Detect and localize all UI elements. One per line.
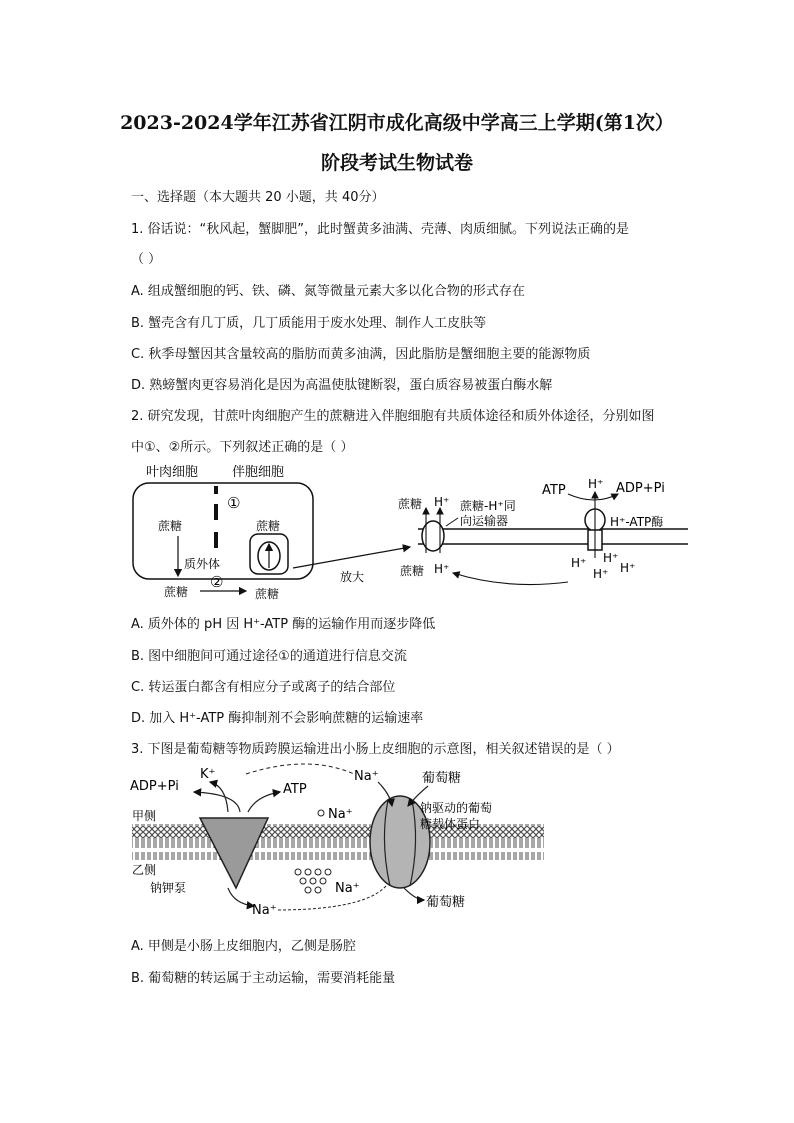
path2-label: ② <box>210 573 224 591</box>
na-ion-cluster <box>295 869 331 893</box>
cotransporter-icon <box>422 521 444 551</box>
sucrose-label: 蔗糖 <box>255 587 280 601</box>
h-plus-label: H⁺ <box>593 567 609 581</box>
h-plus-label: H⁺ <box>434 495 450 509</box>
q1-option-d: D. 熟螃蟹肉更容易消化是因为高温使肽键断裂，蛋白质容易被蛋白酶水解 <box>131 378 553 393</box>
q3-stem: 3. 下图是葡萄糖等物质跨膜运输进出小肠上皮细胞的示意图，相关叙述错误的是（ ） <box>131 742 620 757</box>
h-plus-label: H⁺ <box>588 477 604 491</box>
cotransporter-label: 蔗糖-H⁺同 <box>460 499 516 513</box>
glucose-label: 葡萄糖 <box>426 895 466 910</box>
h-plus-label: H⁺ <box>571 556 587 570</box>
section-heading: 一、选择题（本大题共 20 小题，共 40分） <box>131 190 385 205</box>
na-plus-label: Na⁺ <box>335 881 360 896</box>
q2-option-a: A. 质外体的 pH 因 H⁺-ATP 酶的运输作用而逐步降低 <box>131 617 436 632</box>
carrier-label: 钠驱动的葡萄 <box>420 801 493 815</box>
q2-option-d: D. 加入 H⁺-ATP 酶抑制剂不会影响蔗糖的运输速率 <box>131 711 424 726</box>
sucrose-label: 蔗糖 <box>256 519 281 533</box>
q2-sucrose-transport-figure <box>128 458 698 608</box>
sucrose-label: 蔗糖 <box>164 585 189 599</box>
h-plus-label: H⁺ <box>434 562 450 576</box>
carrier-label: 糖载体蛋白 <box>420 817 481 831</box>
magnify-label: 放大 <box>340 570 365 584</box>
na-plus-label: Na⁺ <box>328 807 353 822</box>
document-title-line1: 2023-2024学年江苏省江阴市成化高级中学高三上学期(第1次） <box>120 112 674 134</box>
h-plus-label: H⁺ <box>603 551 619 565</box>
path1-label: ① <box>227 494 241 512</box>
q1-option-a: A. 组成蟹细胞的钙、铁、磷、氮等微量元素大多以化合物的形式存在 <box>131 284 525 299</box>
membrane-bilayer <box>132 824 544 860</box>
companion-cell-label: 伴胞细胞 <box>232 465 285 480</box>
document-title-line2: 阶段考试生物试卷 <box>320 152 473 174</box>
q3-glucose-transport-figure <box>128 760 548 920</box>
na-plus-label: Na⁺ <box>252 903 277 918</box>
q1-option-c: C. 秋季母蟹因其含量较高的脂肪而黄多油满，因此脂肪是蟹细胞主要的能源物质 <box>131 347 591 362</box>
q2-option-b: B. 图中细胞间可通过途径①的通道进行信息交流 <box>131 649 407 664</box>
adp-pi-label: ADP+Pi <box>130 779 179 794</box>
na-plus-label: Na⁺ <box>354 769 379 784</box>
sucrose-label: 蔗糖 <box>398 497 423 511</box>
q1-stem-line2: （ ） <box>131 252 162 267</box>
q2-option-c: C. 转运蛋白都含有相应分子或离子的结合部位 <box>131 680 396 695</box>
side-b-label: 乙侧 <box>132 863 157 877</box>
h-atpase-label: H⁺-ATP酶 <box>610 515 664 529</box>
apoplast-label: 质外体 <box>184 557 221 571</box>
q1-option-b: B. 蟹壳含有几丁质，几丁质能用于废水处理、制作人工皮肤等 <box>131 316 487 331</box>
adp-pi-label: ADP+Pi <box>616 481 665 496</box>
cotransporter-label: 向运输器 <box>460 514 509 528</box>
atp-label: ATP <box>283 782 307 797</box>
glucose-label: 葡萄糖 <box>422 771 462 786</box>
k-plus-label: K⁺ <box>200 767 216 782</box>
side-a-label: 甲侧 <box>132 809 157 823</box>
q3-option-b: B. 葡萄糖的转运属于主动运输，需要消耗能量 <box>131 971 396 986</box>
sucrose-label: 蔗糖 <box>158 519 183 533</box>
pump-label: 钠钾泵 <box>150 881 187 895</box>
q3-option-a: A. 甲侧是小肠上皮细胞内，乙侧是肠腔 <box>131 939 356 954</box>
q2-stem-line2: 中①、②所示。下列叙述正确的是（ ） <box>131 440 354 455</box>
h-plus-label: H⁺ <box>620 561 636 575</box>
sucrose-label: 蔗糖 <box>400 564 425 578</box>
mesophyll-cell-label: 叶肉细胞 <box>146 465 199 480</box>
atp-label: ATP <box>542 483 566 498</box>
q1-stem-line1: 1. 俗话说：“秋风起，蟹脚肥”，此时蟹黄多油满、壳薄、肉质细腻。下列说法正确的是 <box>131 222 630 237</box>
q2-stem-line1: 2. 研究发现，甘蔗叶肉细胞产生的蔗糖进入伴胞细胞有共质体途径和质外体途径，分别如图 <box>131 409 655 424</box>
